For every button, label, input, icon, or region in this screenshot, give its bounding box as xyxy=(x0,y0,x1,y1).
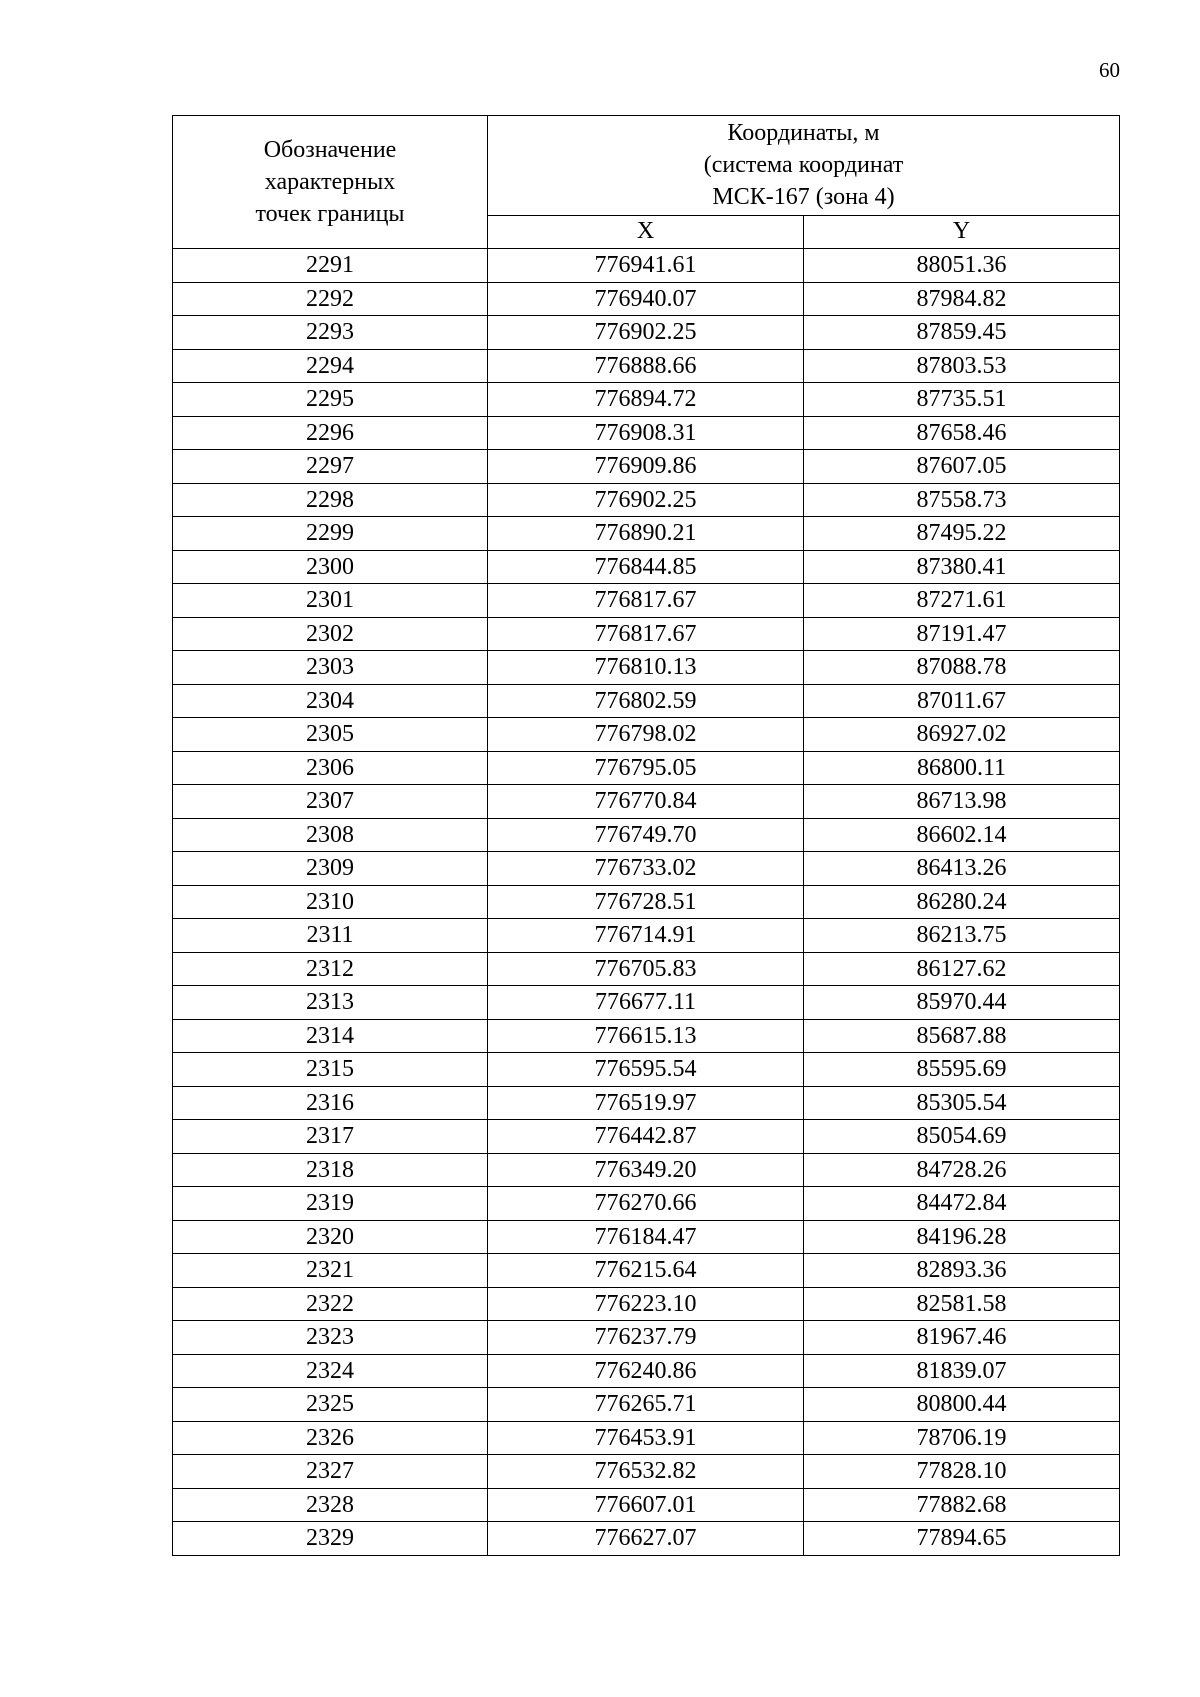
x-cell: 776749.70 xyxy=(488,818,804,852)
x-cell: 776810.13 xyxy=(488,651,804,685)
y-cell: 77894.65 xyxy=(804,1522,1120,1556)
page-number: 60 xyxy=(1099,58,1120,82)
y-cell: 87558.73 xyxy=(804,483,1120,517)
point-cell: 2324 xyxy=(173,1354,488,1388)
x-cell: 776184.47 xyxy=(488,1220,804,1254)
x-cell: 776265.71 xyxy=(488,1388,804,1422)
table-row xyxy=(173,550,1120,584)
y-cell: 85054.69 xyxy=(804,1120,1120,1154)
point-cell: 2311 xyxy=(173,919,488,953)
x-cell: 776909.86 xyxy=(488,450,804,484)
x-cell: 776844.85 xyxy=(488,550,804,584)
y-cell: 86800.11 xyxy=(804,751,1120,785)
x-cell: 776733.02 xyxy=(488,852,804,886)
point-cell: 2292 xyxy=(173,282,488,316)
point-cell: 2304 xyxy=(173,684,488,718)
header-point-designation xyxy=(173,116,488,249)
x-cell: 776908.31 xyxy=(488,416,804,450)
point-cell: 2316 xyxy=(173,1086,488,1120)
table-row xyxy=(173,885,1120,919)
y-cell: 86213.75 xyxy=(804,919,1120,953)
y-cell: 82581.58 xyxy=(804,1287,1120,1321)
table-row xyxy=(173,1388,1120,1422)
table-row xyxy=(173,1421,1120,1455)
point-cell: 2298 xyxy=(173,483,488,517)
x-cell: 776728.51 xyxy=(488,885,804,919)
table-row xyxy=(173,316,1120,350)
point-cell: 2306 xyxy=(173,751,488,785)
x-cell: 776890.21 xyxy=(488,517,804,551)
header-coordinates-label: Координаты, м (система координат МСК-167 (зона 4) xyxy=(703,120,904,211)
coordinates-table xyxy=(172,115,1120,1556)
point-cell: 2323 xyxy=(173,1321,488,1355)
table-row xyxy=(173,416,1120,450)
y-cell: 85687.88 xyxy=(804,1019,1120,1053)
y-cell: 87011.67 xyxy=(804,684,1120,718)
y-cell: 77882.68 xyxy=(804,1488,1120,1522)
point-cell: 2299 xyxy=(173,517,488,551)
y-cell: 86280.24 xyxy=(804,885,1120,919)
y-cell: 81967.46 xyxy=(804,1321,1120,1355)
x-cell: 776902.25 xyxy=(488,316,804,350)
point-cell: 2312 xyxy=(173,952,488,986)
table-row xyxy=(173,1053,1120,1087)
x-cell: 776595.54 xyxy=(488,1053,804,1087)
point-cell: 2315 xyxy=(173,1053,488,1087)
y-cell: 78706.19 xyxy=(804,1421,1120,1455)
table-row xyxy=(173,818,1120,852)
y-cell: 85305.54 xyxy=(804,1086,1120,1120)
point-cell: 2303 xyxy=(173,651,488,685)
point-cell: 2307 xyxy=(173,785,488,819)
x-cell: 776532.82 xyxy=(488,1455,804,1489)
header-coordinates xyxy=(488,116,1120,216)
point-cell: 2328 xyxy=(173,1488,488,1522)
point-cell: 2314 xyxy=(173,1019,488,1053)
table-row xyxy=(173,919,1120,953)
x-cell: 776615.13 xyxy=(488,1019,804,1053)
point-cell: 2325 xyxy=(173,1388,488,1422)
x-cell: 776940.07 xyxy=(488,282,804,316)
point-cell: 2294 xyxy=(173,349,488,383)
point-cell: 2320 xyxy=(173,1220,488,1254)
point-cell: 2295 xyxy=(173,383,488,417)
x-cell: 776894.72 xyxy=(488,383,804,417)
point-cell: 2322 xyxy=(173,1287,488,1321)
x-cell: 776607.01 xyxy=(488,1488,804,1522)
x-cell: 776453.91 xyxy=(488,1421,804,1455)
table-row xyxy=(173,1153,1120,1187)
y-cell: 85970.44 xyxy=(804,986,1120,1020)
table-row xyxy=(173,383,1120,417)
y-cell: 77828.10 xyxy=(804,1455,1120,1489)
y-cell: 88051.36 xyxy=(804,249,1120,283)
x-cell: 776888.66 xyxy=(488,349,804,383)
table-row xyxy=(173,1254,1120,1288)
table-row xyxy=(173,349,1120,383)
point-cell: 2310 xyxy=(173,885,488,919)
x-cell: 776442.87 xyxy=(488,1120,804,1154)
point-cell: 2321 xyxy=(173,1254,488,1288)
y-cell: 87607.05 xyxy=(804,450,1120,484)
point-cell: 2305 xyxy=(173,718,488,752)
y-cell: 86713.98 xyxy=(804,785,1120,819)
table-row xyxy=(173,517,1120,551)
y-cell: 87658.46 xyxy=(804,416,1120,450)
x-cell: 776215.64 xyxy=(488,1254,804,1288)
table-row xyxy=(173,450,1120,484)
x-cell: 776349.20 xyxy=(488,1153,804,1187)
y-cell: 87859.45 xyxy=(804,316,1120,350)
table-row xyxy=(173,718,1120,752)
table-row xyxy=(173,785,1120,819)
y-cell: 87984.82 xyxy=(804,282,1120,316)
x-cell: 776270.66 xyxy=(488,1187,804,1221)
table-row xyxy=(173,1321,1120,1355)
y-cell: 87380.41 xyxy=(804,550,1120,584)
y-cell: 86127.62 xyxy=(804,952,1120,986)
table-row xyxy=(173,1120,1120,1154)
table-row xyxy=(173,1086,1120,1120)
point-cell: 2302 xyxy=(173,617,488,651)
header-x: X xyxy=(488,215,804,248)
table-row xyxy=(173,483,1120,517)
y-cell: 86602.14 xyxy=(804,818,1120,852)
point-cell: 2329 xyxy=(173,1522,488,1556)
x-cell: 776627.07 xyxy=(488,1522,804,1556)
x-cell: 776817.67 xyxy=(488,584,804,618)
table-row xyxy=(173,1187,1120,1221)
table-row xyxy=(173,1455,1120,1489)
table-row xyxy=(173,617,1120,651)
y-cell: 80800.44 xyxy=(804,1388,1120,1422)
point-cell: 2318 xyxy=(173,1153,488,1187)
x-cell: 776941.61 xyxy=(488,249,804,283)
x-cell: 776817.67 xyxy=(488,617,804,651)
table-row xyxy=(173,1354,1120,1388)
table-row xyxy=(173,986,1120,1020)
point-cell: 2319 xyxy=(173,1187,488,1221)
y-cell: 84472.84 xyxy=(804,1187,1120,1221)
y-cell: 87271.61 xyxy=(804,584,1120,618)
y-cell: 86927.02 xyxy=(804,718,1120,752)
y-cell: 87495.22 xyxy=(804,517,1120,551)
x-cell: 776802.59 xyxy=(488,684,804,718)
x-cell: 776240.86 xyxy=(488,1354,804,1388)
table-row xyxy=(173,751,1120,785)
table-body xyxy=(173,249,1120,1556)
table-header xyxy=(173,116,1120,249)
header-y: Y xyxy=(804,215,1120,248)
point-cell: 2300 xyxy=(173,550,488,584)
point-cell: 2308 xyxy=(173,818,488,852)
y-cell: 81839.07 xyxy=(804,1354,1120,1388)
point-cell: 2301 xyxy=(173,584,488,618)
table-row xyxy=(173,282,1120,316)
header-point-label: Обозначение характерных точек границы xyxy=(255,137,405,227)
x-cell: 776237.79 xyxy=(488,1321,804,1355)
x-cell: 776714.91 xyxy=(488,919,804,953)
x-cell: 776705.83 xyxy=(488,952,804,986)
point-cell: 2326 xyxy=(173,1421,488,1455)
table-row xyxy=(173,651,1120,685)
y-cell: 82893.36 xyxy=(804,1254,1120,1288)
y-cell: 87735.51 xyxy=(804,383,1120,417)
point-cell: 2327 xyxy=(173,1455,488,1489)
point-cell: 2296 xyxy=(173,416,488,450)
y-cell: 87088.78 xyxy=(804,651,1120,685)
x-cell: 776795.05 xyxy=(488,751,804,785)
y-cell: 85595.69 xyxy=(804,1053,1120,1087)
table-row xyxy=(173,852,1120,886)
table-row xyxy=(173,1488,1120,1522)
y-cell: 84196.28 xyxy=(804,1220,1120,1254)
x-cell: 776902.25 xyxy=(488,483,804,517)
y-cell: 87803.53 xyxy=(804,349,1120,383)
point-cell: 2313 xyxy=(173,986,488,1020)
table-row xyxy=(173,584,1120,618)
table-row xyxy=(173,1220,1120,1254)
table-row xyxy=(173,1522,1120,1556)
y-cell: 86413.26 xyxy=(804,852,1120,886)
x-cell: 776223.10 xyxy=(488,1287,804,1321)
point-cell: 2297 xyxy=(173,450,488,484)
x-cell: 776677.11 xyxy=(488,986,804,1020)
y-cell: 84728.26 xyxy=(804,1153,1120,1187)
table-row xyxy=(173,1287,1120,1321)
table-row xyxy=(173,684,1120,718)
x-cell: 776519.97 xyxy=(488,1086,804,1120)
x-cell: 776798.02 xyxy=(488,718,804,752)
point-cell: 2293 xyxy=(173,316,488,350)
table-row xyxy=(173,249,1120,283)
x-cell: 776770.84 xyxy=(488,785,804,819)
table-row xyxy=(173,1019,1120,1053)
point-cell: 2309 xyxy=(173,852,488,886)
point-cell: 2317 xyxy=(173,1120,488,1154)
table-row xyxy=(173,952,1120,986)
point-cell: 2291 xyxy=(173,249,488,283)
y-cell: 87191.47 xyxy=(804,617,1120,651)
header-row-top xyxy=(173,116,1120,216)
